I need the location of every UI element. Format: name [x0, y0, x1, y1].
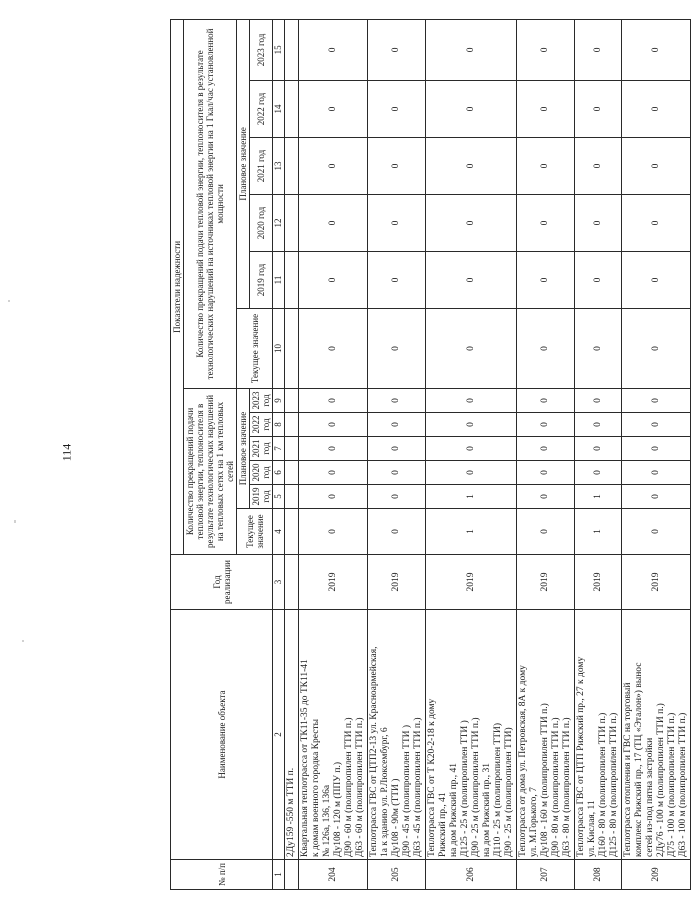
indicator-value: 0	[575, 138, 622, 195]
indicator-value: 0	[426, 461, 517, 485]
object-name-line: Теплотрасса отопления и ГВС на торговый	[623, 682, 633, 857]
header-group-networks: Количество прекращений подачи тепловой энергии, теплоносителя в результате технологических нарушений на тепловых сетях на 1 км тепловых сетей	[184, 389, 237, 555]
implementation-year: 2019	[575, 555, 622, 610]
indicator-value: 0	[426, 19, 517, 80]
indicator-value: 0	[622, 195, 691, 252]
indicator-value: 0	[299, 413, 368, 437]
indicator-value: 0	[426, 413, 517, 437]
object-name-line: 2Ду76 - 100 м (полипропилен ТТИ п.)	[656, 703, 666, 857]
indicator-value: 0	[575, 252, 622, 309]
indicator-value: 0	[299, 389, 368, 413]
object-name-line: Д90 - 45 м (полипропилен ТТИ )	[402, 724, 412, 857]
rotated-table-sheet	[170, 20, 688, 890]
indicator-value: 0	[517, 81, 575, 138]
table-row	[368, 19, 426, 889]
indicator-value: 0	[575, 309, 622, 389]
indicator-value: 1	[426, 509, 517, 555]
header-year-1-5: 2023 год	[250, 389, 273, 413]
header-num: № п/п	[171, 860, 273, 890]
object-name-line: на дом Рижский пр., 31	[482, 762, 492, 857]
indicator-value: 0	[299, 252, 368, 309]
indicator-value: 0	[517, 509, 575, 555]
implementation-year: 2019	[426, 555, 517, 610]
object-name-line: Теплотрасса ГВС от ЦТП2-13 ул. Красноармейская,	[369, 646, 379, 857]
indicator-value: 0	[299, 485, 368, 509]
column-numbers-row	[273, 19, 285, 889]
indicator-value: 0	[426, 252, 517, 309]
row-number: 209	[622, 860, 691, 890]
indicator-value: 0	[368, 413, 426, 437]
indicator-value	[285, 309, 299, 389]
object-name-line: комплекс Рижский пр., 17 (ТЦ «Эталон») вынос	[634, 662, 644, 857]
indicator-value: 0	[575, 81, 622, 138]
object-name-line: Квартальная теплотрасса от ТК11-35 до ТК11-41	[300, 659, 310, 857]
column-number: 7	[273, 437, 285, 461]
header-year-2-2: 2020 год	[250, 195, 273, 252]
header-current-2: Текущее значение	[237, 309, 273, 389]
column-number: 13	[273, 138, 285, 195]
indicator-value	[285, 461, 299, 485]
header-year: Год реализации	[171, 555, 273, 610]
indicator-value: 0	[426, 138, 517, 195]
table-body	[285, 19, 691, 889]
header-name: Наименование объекта	[171, 610, 273, 860]
indicator-value: 0	[426, 81, 517, 138]
indicator-value: 0	[622, 485, 691, 509]
implementation-year: 2019	[622, 555, 691, 610]
scan-speck	[14, 520, 16, 523]
object-name-line: № 126а, 136, 136а	[322, 784, 332, 857]
table-row	[299, 19, 368, 889]
indicator-value: 0	[426, 389, 517, 413]
object-name-line: на дом Рижский пр., 41	[449, 762, 459, 857]
row-number: 207	[517, 860, 575, 890]
object-name	[299, 610, 368, 860]
object-name-line: Рижский пр., 41	[438, 792, 448, 857]
header-year-1-2: 2020 год	[250, 461, 273, 485]
indicator-value: 0	[517, 461, 575, 485]
header-indicators: Показатели надежности	[171, 19, 184, 554]
indicator-value: 0	[368, 389, 426, 413]
object-name-line: Д63 - 80 м (полипропилен ТТИ п.)	[562, 717, 572, 857]
indicator-value	[285, 437, 299, 461]
table-row	[426, 19, 517, 889]
row-number: 206	[426, 860, 517, 890]
indicator-value: 0	[517, 413, 575, 437]
indicator-value	[285, 81, 299, 138]
indicator-value	[285, 19, 299, 80]
indicator-value: 0	[368, 252, 426, 309]
object-name-line: ул. М.Горького, 7	[529, 787, 539, 857]
indicator-value: 0	[622, 309, 691, 389]
indicator-value: 1	[575, 485, 622, 509]
indicator-value: 0	[368, 138, 426, 195]
indicator-value: 0	[622, 461, 691, 485]
indicator-value: 0	[575, 389, 622, 413]
header-year-1-3: 2021 год	[250, 437, 273, 461]
object-name	[426, 610, 517, 860]
indicator-value: 0	[575, 195, 622, 252]
column-number: 2	[273, 610, 285, 860]
indicator-value: 0	[575, 461, 622, 485]
table-row	[285, 19, 299, 889]
header-group-sources: Количество прекращений подачи тепловой энергии, теплоносителя в результате технологических нарушений на источниках тепловой энергии на 1 Гкал/час установленной мощности	[184, 19, 237, 388]
indicator-value: 0	[299, 437, 368, 461]
indicator-value: 0	[368, 509, 426, 555]
indicator-value: 0	[622, 437, 691, 461]
indicator-value: 1	[426, 485, 517, 509]
indicator-value: 0	[517, 138, 575, 195]
indicator-value: 0	[622, 81, 691, 138]
object-name	[622, 610, 691, 860]
indicator-value: 0	[299, 309, 368, 389]
column-number: 15	[273, 19, 285, 80]
object-name-line: Теплотрасса от дома ул. Петровская, 8А к дому	[518, 665, 528, 857]
object-name-line: Д90 - 60 м (полипропилен ТТИ п.)	[344, 717, 354, 857]
implementation-year: 2019	[517, 555, 575, 610]
object-name-line: Д160 - 80 м (полипропилен ТТИ п.)	[598, 712, 608, 857]
indicator-value: 0	[368, 195, 426, 252]
indicator-value: 0	[622, 389, 691, 413]
column-number: 3	[273, 555, 285, 610]
column-number: 8	[273, 413, 285, 437]
implementation-year: 2019	[299, 555, 368, 610]
row-number	[285, 860, 299, 890]
indicator-value: 0	[517, 485, 575, 509]
indicator-value: 0	[517, 389, 575, 413]
indicator-value: 0	[368, 81, 426, 138]
indicator-value: 0	[299, 509, 368, 555]
indicator-value: 0	[368, 485, 426, 509]
indicator-value: 0	[368, 461, 426, 485]
indicator-value	[285, 413, 299, 437]
indicator-value: 0	[426, 309, 517, 389]
indicator-value: 0	[517, 309, 575, 389]
header-planned-1: Плановое значение	[237, 389, 250, 509]
implementation-year	[285, 555, 299, 610]
object-name	[575, 610, 622, 860]
object-name-line: Д90 - 25 м (полипропилен ТТИ п.)	[471, 717, 481, 857]
object-name-line: Ду108 - 90м (ТТИ )	[391, 778, 401, 857]
object-name	[285, 610, 299, 860]
page-number: 114	[59, 443, 74, 462]
scan-speck	[8, 300, 10, 302]
object-name-line: сетей из-под пятна застройки	[645, 737, 655, 857]
indicator-value	[285, 509, 299, 555]
object-name-line: Теплотрасса ГВС от Т К20-2-18 к дому	[427, 698, 437, 857]
column-number: 9	[273, 389, 285, 413]
object-name-line: Д75 - 100 м (полипропилен ТТИ п.)	[667, 712, 677, 857]
object-name	[368, 610, 426, 860]
object-name-line: Д90 - 80 м (полипропилен ТТИ п.)	[551, 717, 561, 857]
header-year-2-5: 2023 год	[250, 19, 273, 80]
table-row	[575, 19, 622, 889]
object-name-line: Д125 - 80 м (полипропилен ТТИ п.)	[609, 712, 619, 857]
indicator-value: 0	[299, 461, 368, 485]
indicator-value	[285, 252, 299, 309]
indicator-value: 0	[517, 19, 575, 80]
column-number: 14	[273, 81, 285, 138]
object-name-line: Д63 - 100 м (полипропилен ТТИ п.)	[678, 712, 688, 857]
indicator-value: 0	[622, 19, 691, 80]
column-number: 12	[273, 195, 285, 252]
indicator-value	[285, 138, 299, 195]
table-row	[517, 19, 575, 889]
header-year-1-1: 2019 год	[250, 485, 273, 509]
indicator-value: 0	[575, 19, 622, 80]
scan-speck	[610, 760, 613, 762]
object-name-line: 2Ду159 -550 м ТТИ п.	[286, 767, 296, 857]
indicator-value: 0	[299, 81, 368, 138]
indicator-value	[285, 195, 299, 252]
indicator-value: 0	[517, 252, 575, 309]
column-number: 6	[273, 461, 285, 485]
indicator-value: 0	[299, 195, 368, 252]
indicator-value: 0	[426, 437, 517, 461]
column-number: 11	[273, 252, 285, 309]
indicator-value	[285, 389, 299, 413]
object-name-line: Д63 - 45 м (полипропилен ТТИ п.)	[413, 717, 423, 857]
indicator-value: 0	[575, 413, 622, 437]
table-row	[622, 19, 691, 889]
column-number: 10	[273, 309, 285, 389]
scan-speck	[22, 640, 24, 642]
indicator-value: 0	[622, 413, 691, 437]
object-name-line: Д90 - 25 м (полипропилен ТТИ)	[504, 727, 514, 857]
object-name-line: Д125 - 25 м (полипропилен ТТИ )	[460, 720, 470, 857]
row-number: 204	[299, 860, 368, 890]
header-planned-2: Плановое значение	[237, 19, 250, 308]
row-number: 205	[368, 860, 426, 890]
object-name-line: Д110 - 25 м (полипропилен ТТИ)	[493, 722, 503, 857]
indicator-value: 1	[575, 509, 622, 555]
indicator-value: 0	[426, 195, 517, 252]
object-name-line: 1а к зданию ул. Р.Люксембург, 6	[380, 727, 390, 857]
header-year-2-3: 2021 год	[250, 138, 273, 195]
object-name-line: ул. Кислая, 11	[587, 800, 597, 857]
object-name-line: Д63 - 60 м (полипропилен ТТИ п.)	[355, 717, 365, 857]
implementation-year: 2019	[368, 555, 426, 610]
indicator-value: 0	[517, 437, 575, 461]
header-year-1-4: 2022 год	[250, 413, 273, 437]
indicator-value: 0	[368, 437, 426, 461]
object-name	[517, 610, 575, 860]
indicator-value: 0	[622, 509, 691, 555]
indicator-value: 0	[299, 19, 368, 80]
indicator-value: 0	[622, 138, 691, 195]
indicator-value: 0	[622, 252, 691, 309]
indicator-value	[285, 485, 299, 509]
column-number: 1	[273, 860, 285, 890]
column-number: 5	[273, 485, 285, 509]
indicator-value: 0	[368, 19, 426, 80]
indicator-value: 0	[575, 437, 622, 461]
header-year-2-4: 2022 год	[250, 81, 273, 138]
indicator-value: 0	[517, 195, 575, 252]
object-name-line: Теплотрасса ГВС от ЦТП Рижский пр., 27 к дому	[576, 656, 586, 857]
object-name-line: Ду108 - 120 м (ППУ п.)	[333, 761, 343, 857]
header-current-1: Текущее значение	[237, 509, 273, 555]
column-number: 4	[273, 509, 285, 555]
indicator-value: 0	[299, 138, 368, 195]
indicator-value: 0	[368, 309, 426, 389]
row-number: 208	[575, 860, 622, 890]
object-name-line: Ду108 - 160 м (полипропилен ТТИ п.)	[540, 703, 550, 857]
object-name-line: к домам военного городка Кресты	[311, 719, 321, 857]
header-year-2-1: 2019 год	[250, 252, 273, 309]
